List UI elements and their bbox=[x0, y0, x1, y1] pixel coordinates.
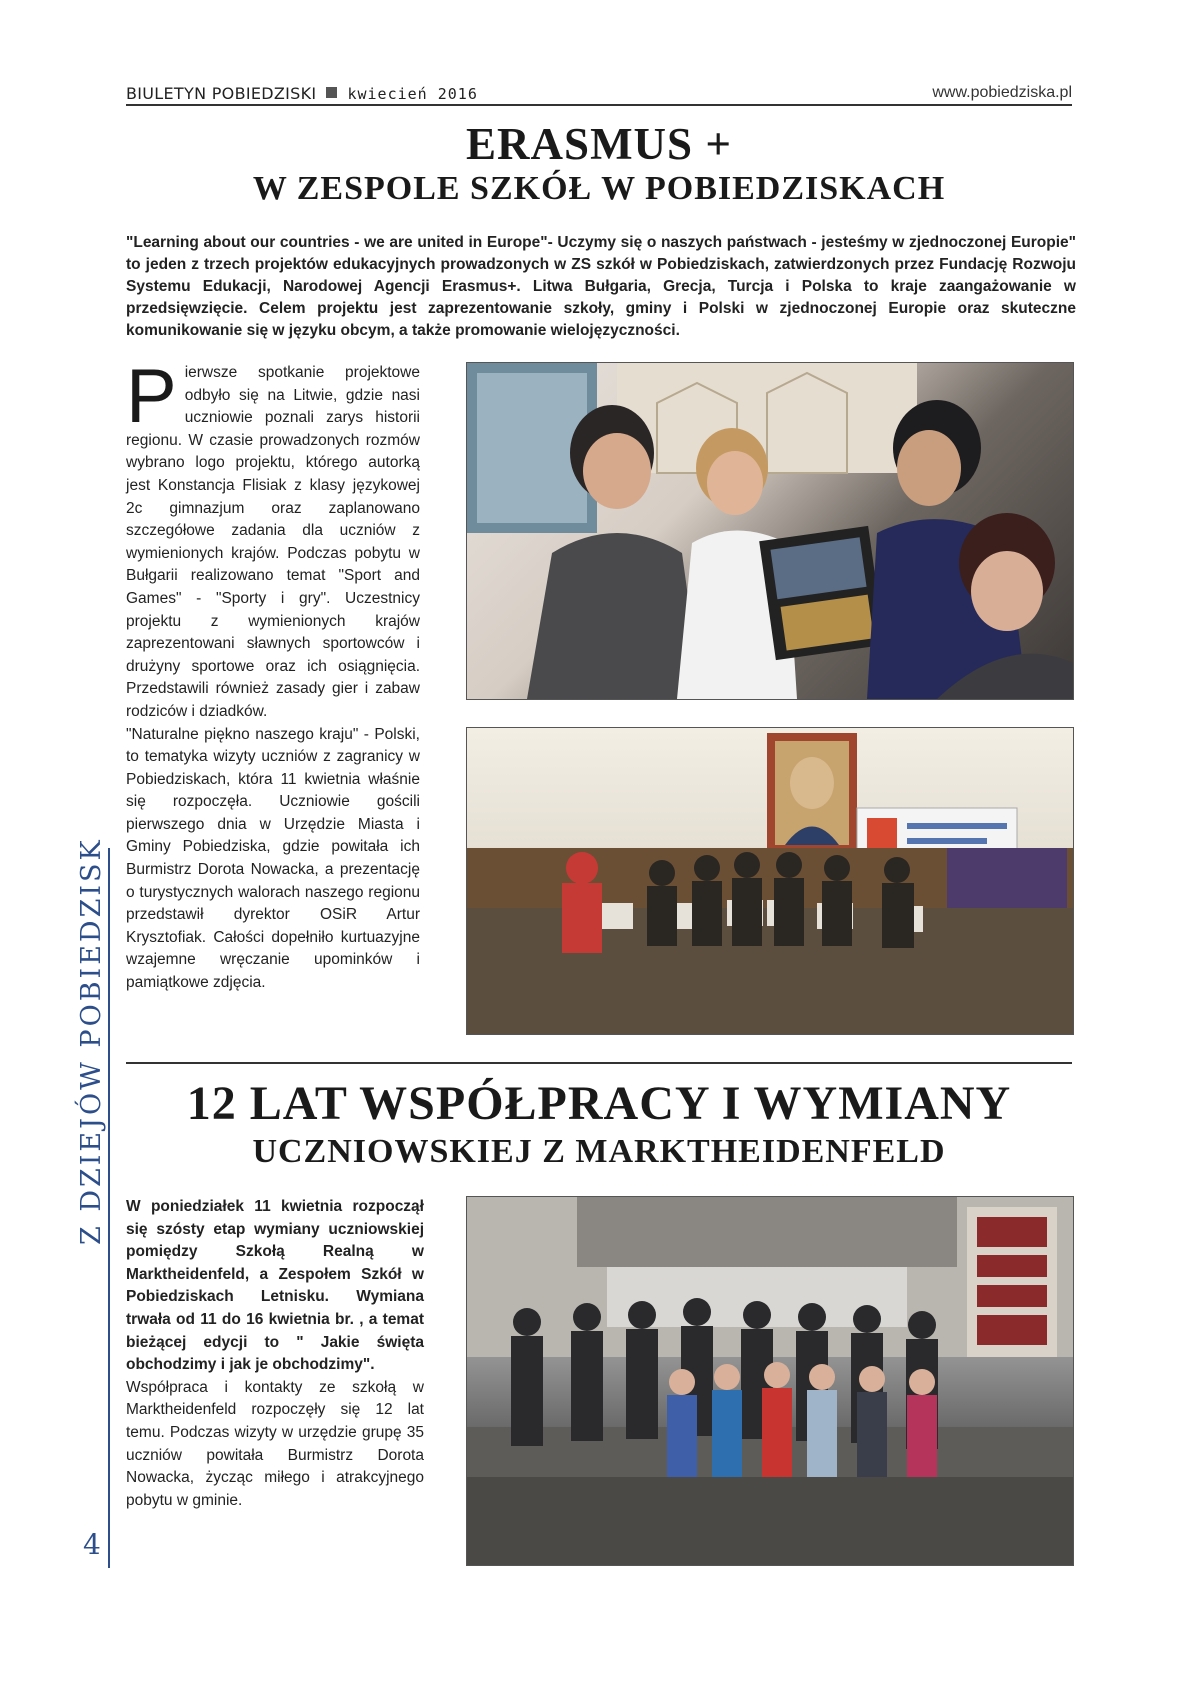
dropcap: P bbox=[126, 354, 177, 439]
photo-group-building bbox=[466, 1196, 1074, 1566]
article1-title-line1: ERASMUS + bbox=[466, 119, 732, 169]
photo-meeting-illustration bbox=[467, 363, 1073, 699]
article2-lead-paragraph: W poniedziałek 11 kwietnia rozpoczął się szósty etap wymiany uczniowskiej pomiędzy Szkołą Realną w Marktheidenfeld, a Zespołem Szkół w Pobiedziskach Letnisku. Wymiana trwała od 11 do 16 kwietnia br. , a temat bieżącej edycji to " Jakie święta obchodzimy i jak je obchodzimy". bbox=[126, 1198, 424, 1374]
header-website[interactable]: www.pobiedziska.pl bbox=[932, 84, 1072, 101]
sidebar-rule bbox=[108, 848, 110, 1568]
photo-group-illustration bbox=[467, 1197, 1073, 1565]
header-publication bbox=[126, 84, 478, 104]
issue-date: kwiecień 2016 bbox=[347, 85, 478, 103]
photo-diplomas bbox=[466, 727, 1074, 1035]
article1-lead: "Learning about our countries - we are united in Europe"- Uczymy się o naszych państwach - jesteśmy w zjednoczonej Europie" to jeden z trzech projektów edukacyjnych prowadzonych w ZS szkół w Pobiedziskach, zatwierdzonych przez Fundację Rozwoju Systemu Edukacji, Narodowej Agencji Erasmus+. Litwa Bułgaria, Grecja, Turcja i Polska to kraje zaangażowanie w przedsięwzięcie. Celem projektu jest zaprezentowanie szkoły, gminy i Polski w zjednoczonej Europie oraz skuteczne komunikowanie się w języku obcym, a także promowanie wielojęzyczności. bbox=[126, 234, 1076, 339]
header-rule bbox=[126, 104, 1072, 106]
article1-paragraph-1: ierwsze spotkanie projektowe odbyło się na Litwie, gdzie nasi uczniowie poznali zarys historii regionu. W czasie prowadzonych rozmów wybrano logo projektu, którego autorką jest Konstancja Flisiak z klasy językowej 2c gimnazjum oraz zaplanowano szczegółowe zadania dla uczniów z wymienionych krajów. Podczas pobytu w Bułgarii realizowano temat "Sport and Games" - "Sporty i gry". Uczestnicy projektu z wymienionych krajów zaprezentowani sławnych sportowców i drużyny sportowe oraz ich osiągnięcia. Przedstawili również zasady gier i zabaw rodziców i dziadków. bbox=[126, 364, 420, 720]
article2-title-line1: 12 LAT WSPÓŁPRACY I WYMIANY bbox=[186, 1077, 1012, 1130]
section-label: Z DZIEJÓW POBIEDZISK bbox=[76, 837, 107, 1245]
article2-title-line2: UCZNIOWSKIEJ Z MARKTHEIDENFELD bbox=[252, 1133, 946, 1170]
photo-meeting bbox=[466, 362, 1074, 700]
article2-body bbox=[126, 1196, 424, 1512]
publication-name: BIULETYN POBIEDZISKI bbox=[126, 84, 317, 103]
article-divider bbox=[126, 1062, 1072, 1064]
page-number: 4 bbox=[83, 1528, 101, 1561]
header-square-icon bbox=[326, 87, 337, 98]
photo-diplomas-illustration bbox=[467, 728, 1073, 1034]
article1-title-line2: W ZESPOLE SZKÓŁ W POBIEDZISKACH bbox=[252, 170, 946, 207]
article1-body bbox=[126, 354, 420, 995]
article1-paragraph-2: "Naturalne piękno naszego kraju" - Polski, to tematyka wizyty uczniów z zagranicy w Pobiedziskach, która 11 kwietnia właśnie się rozpoczęła. Uczniowie gościli pierwszego dnia w Urzędzie Miasta i Gminy Pobiedziska, gdzie powitała ich Burmistrz Dorota Nowacka, a prezentację o turystycznych walorach naszego regionu przedstawił dyrektor OSiR Artur Krysztofiak. Całości dopełniło kurtuazyjne wzajemne wręczanie upominków i pamiątkowe zdjęcia. bbox=[126, 725, 420, 992]
article2-paragraph-2: Współpraca i kontakty ze szkołą w Marktheidenfeld rozpoczęły się 12 lat temu. Podczas wizyty w urzędzie grupę 35 uczniów powitała Burmistrz Dorota Nowacka, życząc miłego i atrakcyjnego pobytu w gminie. bbox=[126, 1378, 424, 1509]
